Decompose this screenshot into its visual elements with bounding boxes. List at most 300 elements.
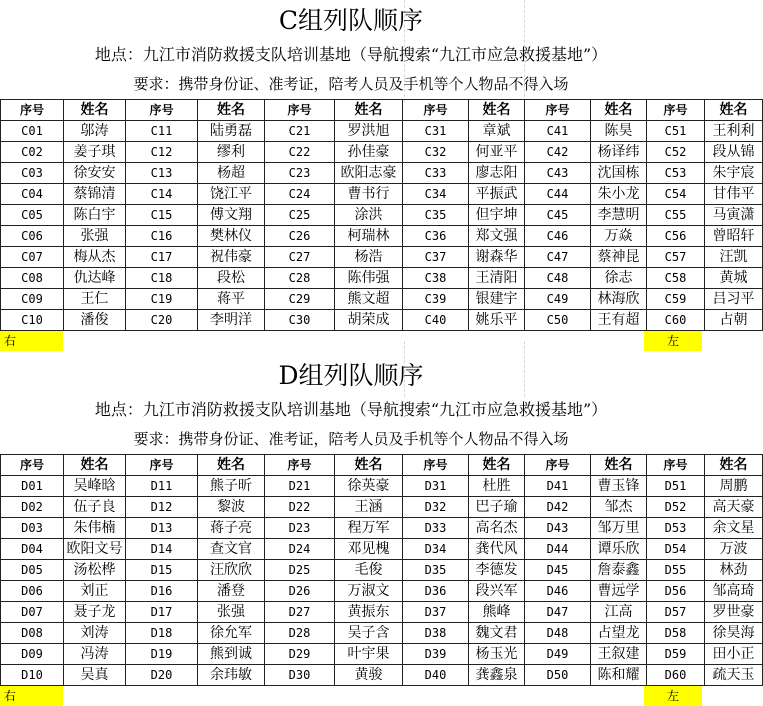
name-cell: 沈国栋 xyxy=(591,163,647,184)
name-cell: 廖志阳 xyxy=(469,163,525,184)
header-id: 序号 xyxy=(126,100,198,121)
name-cell: 傅文翔 xyxy=(198,205,265,226)
table-row xyxy=(1,581,763,602)
seq-number-cell: C22 xyxy=(265,142,335,163)
seq-number-cell: D21 xyxy=(265,476,335,497)
header-id: 序号 xyxy=(1,455,64,476)
table-body xyxy=(1,121,763,331)
seq-number-cell: D09 xyxy=(1,644,64,665)
seq-number-cell: D17 xyxy=(126,602,198,623)
name-cell: 李明洋 xyxy=(198,310,265,331)
table-row xyxy=(1,163,763,184)
name-cell: 蒋平 xyxy=(198,289,265,310)
name-cell: 但宇坤 xyxy=(469,205,525,226)
name-cell: 陆勇磊 xyxy=(198,121,265,142)
table-row xyxy=(1,476,763,497)
name-cell: 徐昊海 xyxy=(705,623,763,644)
table-footer xyxy=(0,686,702,706)
seq-number-cell: D50 xyxy=(525,665,591,686)
name-cell: 银建宇 xyxy=(469,289,525,310)
header-id: 序号 xyxy=(265,100,335,121)
left-side-marker: 左 xyxy=(644,331,702,351)
name-cell: 潘登 xyxy=(198,581,265,602)
seq-number-cell: C28 xyxy=(265,268,335,289)
table-row xyxy=(1,184,763,205)
seq-number-cell: C46 xyxy=(525,226,591,247)
name-cell: 仇达峰 xyxy=(64,268,126,289)
seq-number-cell: D42 xyxy=(525,497,591,518)
header-id: 序号 xyxy=(647,100,705,121)
name-cell: 程万军 xyxy=(335,518,403,539)
seq-number-cell: C14 xyxy=(126,184,198,205)
name-cell: 龚代风 xyxy=(469,539,525,560)
seq-number-cell: C12 xyxy=(126,142,198,163)
header-name: 姓名 xyxy=(198,100,265,121)
name-cell: 蒋子亮 xyxy=(198,518,265,539)
table-row xyxy=(1,518,763,539)
seq-number-cell: D55 xyxy=(647,560,705,581)
seq-number-cell: D24 xyxy=(265,539,335,560)
seq-number-cell: D11 xyxy=(126,476,198,497)
seq-number-cell: C01 xyxy=(1,121,64,142)
name-cell: 王有超 xyxy=(591,310,647,331)
name-cell: 柯瑞林 xyxy=(335,226,403,247)
name-cell: 林海欣 xyxy=(591,289,647,310)
header-name: 姓名 xyxy=(469,455,525,476)
seq-number-cell: D06 xyxy=(1,581,64,602)
name-cell: 吴子含 xyxy=(335,623,403,644)
table-row xyxy=(1,121,763,142)
header-id: 序号 xyxy=(403,455,469,476)
seq-number-cell: C31 xyxy=(403,121,469,142)
seq-number-cell: D57 xyxy=(647,602,705,623)
seq-number-cell: C44 xyxy=(525,184,591,205)
seq-number-cell: D23 xyxy=(265,518,335,539)
right-side-marker: 右 xyxy=(0,686,63,706)
name-cell: 饶江平 xyxy=(198,184,265,205)
name-cell: 吴真 xyxy=(64,665,126,686)
header-id: 序号 xyxy=(647,455,705,476)
name-cell: 朱小龙 xyxy=(591,184,647,205)
seq-number-cell: C07 xyxy=(1,247,64,268)
seq-number-cell: C33 xyxy=(403,163,469,184)
header-name: 姓名 xyxy=(469,100,525,121)
name-cell: 徐安安 xyxy=(64,163,126,184)
seq-number-cell: D16 xyxy=(126,581,198,602)
name-cell: 叶宇果 xyxy=(335,644,403,665)
seq-number-cell: C45 xyxy=(525,205,591,226)
name-cell: 欧阳志豪 xyxy=(335,163,403,184)
seq-number-cell: D19 xyxy=(126,644,198,665)
seq-number-cell: C04 xyxy=(1,184,64,205)
seq-number-cell: D29 xyxy=(265,644,335,665)
name-cell: 聂子龙 xyxy=(64,602,126,623)
table-row xyxy=(1,142,763,163)
table-footer xyxy=(0,331,702,351)
seq-number-cell: D34 xyxy=(403,539,469,560)
seq-number-cell: C21 xyxy=(265,121,335,142)
seq-number-cell: C58 xyxy=(647,268,705,289)
name-cell: 陈昊 xyxy=(591,121,647,142)
name-cell: 周鹏 xyxy=(705,476,763,497)
seq-number-cell: C23 xyxy=(265,163,335,184)
header-name: 姓名 xyxy=(591,100,647,121)
name-cell: 蔡锦清 xyxy=(64,184,126,205)
seq-number-cell: C39 xyxy=(403,289,469,310)
name-cell: 熊子昕 xyxy=(198,476,265,497)
table-header-row xyxy=(1,455,763,476)
seq-number-cell: C15 xyxy=(126,205,198,226)
name-cell: 王利利 xyxy=(705,121,763,142)
name-cell: 徐允军 xyxy=(198,623,265,644)
seq-number-cell: D35 xyxy=(403,560,469,581)
name-cell: 熊到诚 xyxy=(198,644,265,665)
name-cell: 杜胜 xyxy=(469,476,525,497)
seq-number-cell: C26 xyxy=(265,226,335,247)
header-name: 姓名 xyxy=(64,455,126,476)
name-cell: 王仁 xyxy=(64,289,126,310)
seq-number-cell: C48 xyxy=(525,268,591,289)
seq-number-cell: C30 xyxy=(265,310,335,331)
left-side-marker: 左 xyxy=(644,686,702,706)
name-cell: 王涵 xyxy=(335,497,403,518)
name-cell: 杨译纬 xyxy=(591,142,647,163)
seq-number-cell: D47 xyxy=(525,602,591,623)
name-cell: 熊峰 xyxy=(469,602,525,623)
seq-number-cell: C36 xyxy=(403,226,469,247)
header-name: 姓名 xyxy=(705,100,763,121)
name-cell: 孙佳豪 xyxy=(335,142,403,163)
seq-number-cell: C60 xyxy=(647,310,705,331)
name-cell: 魏文君 xyxy=(469,623,525,644)
name-cell: 曾昭轩 xyxy=(705,226,763,247)
name-cell: 杨玉光 xyxy=(469,644,525,665)
table-row xyxy=(1,644,763,665)
table-row xyxy=(1,226,763,247)
seq-number-cell: C18 xyxy=(126,268,198,289)
name-cell: 刘正 xyxy=(64,581,126,602)
seq-number-cell: C51 xyxy=(647,121,705,142)
name-cell: 罗世豪 xyxy=(705,602,763,623)
seq-number-cell: D04 xyxy=(1,539,64,560)
name-cell: 朱宇宸 xyxy=(705,163,763,184)
seq-number-cell: C10 xyxy=(1,310,64,331)
name-cell: 田小正 xyxy=(705,644,763,665)
name-cell: 李慧明 xyxy=(591,205,647,226)
seq-number-cell: D20 xyxy=(126,665,198,686)
table-row xyxy=(1,247,763,268)
name-cell: 疏天玉 xyxy=(705,665,763,686)
seq-number-cell: D22 xyxy=(265,497,335,518)
name-cell: 章斌 xyxy=(469,121,525,142)
seq-number-cell: D31 xyxy=(403,476,469,497)
name-cell: 樊林仪 xyxy=(198,226,265,247)
seq-number-cell: D48 xyxy=(525,623,591,644)
name-cell: 熊文超 xyxy=(335,289,403,310)
name-cell: 缪利 xyxy=(198,142,265,163)
table-header-row xyxy=(1,100,763,121)
seq-number-cell: D33 xyxy=(403,518,469,539)
seq-number-cell: C17 xyxy=(126,247,198,268)
seq-number-cell: D38 xyxy=(403,623,469,644)
table-row xyxy=(1,560,763,581)
table-row xyxy=(1,205,763,226)
seq-number-cell: D28 xyxy=(265,623,335,644)
seq-number-cell: D45 xyxy=(525,560,591,581)
name-cell: 甘伟平 xyxy=(705,184,763,205)
seq-number-cell: C11 xyxy=(126,121,198,142)
seq-number-cell: D49 xyxy=(525,644,591,665)
header-name: 姓名 xyxy=(705,455,763,476)
name-cell: 邹高琦 xyxy=(705,581,763,602)
seq-number-cell: D44 xyxy=(525,539,591,560)
header-id: 序号 xyxy=(126,455,198,476)
name-cell: 龚鑫泉 xyxy=(469,665,525,686)
name-cell: 邓见槐 xyxy=(335,539,403,560)
table-row xyxy=(1,602,763,623)
name-cell: 朱伟楠 xyxy=(64,518,126,539)
table-row xyxy=(1,623,763,644)
name-cell: 谢森华 xyxy=(469,247,525,268)
seq-number-cell: C08 xyxy=(1,268,64,289)
table-row xyxy=(1,289,763,310)
seq-number-cell: D56 xyxy=(647,581,705,602)
section-title: C组列队顺序 xyxy=(278,6,424,35)
name-cell: 曹玉锋 xyxy=(591,476,647,497)
seq-number-cell: D37 xyxy=(403,602,469,623)
seq-number-cell: C50 xyxy=(525,310,591,331)
seq-number-cell: D58 xyxy=(647,623,705,644)
seq-number-cell: C19 xyxy=(126,289,198,310)
name-cell: 万淑文 xyxy=(335,581,403,602)
name-cell: 邬涛 xyxy=(64,121,126,142)
name-cell: 黄振东 xyxy=(335,602,403,623)
name-cell: 陈白宇 xyxy=(64,205,126,226)
header-name: 姓名 xyxy=(335,455,403,476)
name-cell: 祝伟豪 xyxy=(198,247,265,268)
seq-number-cell: C25 xyxy=(265,205,335,226)
name-cell: 吴峰晗 xyxy=(64,476,126,497)
seq-number-cell: D51 xyxy=(647,476,705,497)
table-row xyxy=(1,310,763,331)
seq-number-cell: C49 xyxy=(525,289,591,310)
name-cell: 蔡神昆 xyxy=(591,247,647,268)
header-id: 序号 xyxy=(525,100,591,121)
name-cell: 王清阳 xyxy=(469,268,525,289)
name-cell: 邹万里 xyxy=(591,518,647,539)
seq-number-cell: C43 xyxy=(525,163,591,184)
seq-number-cell: D59 xyxy=(647,644,705,665)
table-row xyxy=(1,268,763,289)
location-line: 地点：九江市消防救援支队培训基地（导航搜索“九江市应急救援基地”） xyxy=(94,400,608,419)
seq-number-cell: C20 xyxy=(126,310,198,331)
name-cell: 占朝 xyxy=(705,310,763,331)
name-cell: 杨超 xyxy=(198,163,265,184)
name-cell: 高天豪 xyxy=(705,497,763,518)
name-cell: 詹泰鑫 xyxy=(591,560,647,581)
name-cell: 占望龙 xyxy=(591,623,647,644)
seq-number-cell: D39 xyxy=(403,644,469,665)
name-cell: 林劲 xyxy=(705,560,763,581)
section-title: D组列队顺序 xyxy=(278,361,424,390)
seq-number-cell: C16 xyxy=(126,226,198,247)
name-cell: 张强 xyxy=(64,226,126,247)
header-id: 序号 xyxy=(265,455,335,476)
table-row xyxy=(1,665,763,686)
seq-number-cell: C54 xyxy=(647,184,705,205)
location-line: 地点：九江市消防救援支队培训基地（导航搜索“九江市应急救援基地”） xyxy=(94,45,608,64)
seq-number-cell: C55 xyxy=(647,205,705,226)
right-side-marker: 右 xyxy=(0,331,63,351)
name-cell: 胡荣成 xyxy=(335,310,403,331)
seq-number-cell: C35 xyxy=(403,205,469,226)
seq-number-cell: D40 xyxy=(403,665,469,686)
name-cell: 曹远学 xyxy=(591,581,647,602)
requirement-line: 要求：携带身份证、准考证，陪考人员及手机等个人物品不得入场 xyxy=(133,430,569,448)
name-cell: 姜子琪 xyxy=(64,142,126,163)
name-cell: 毛俊 xyxy=(335,560,403,581)
seq-number-cell: C13 xyxy=(126,163,198,184)
header-id: 序号 xyxy=(403,100,469,121)
name-cell: 何亚平 xyxy=(469,142,525,163)
name-cell: 段兴军 xyxy=(469,581,525,602)
name-cell: 曹书行 xyxy=(335,184,403,205)
name-cell: 谭乐欣 xyxy=(591,539,647,560)
seq-number-cell: C42 xyxy=(525,142,591,163)
seq-number-cell: C37 xyxy=(403,247,469,268)
seq-number-cell: D43 xyxy=(525,518,591,539)
name-cell: 邹杰 xyxy=(591,497,647,518)
seq-number-cell: D05 xyxy=(1,560,64,581)
header-name: 姓名 xyxy=(198,455,265,476)
section-d xyxy=(0,355,755,706)
name-cell: 刘涛 xyxy=(64,623,126,644)
seq-number-cell: D14 xyxy=(126,539,198,560)
seq-number-cell: C09 xyxy=(1,289,64,310)
name-cell: 徐志 xyxy=(591,268,647,289)
seq-number-cell: C59 xyxy=(647,289,705,310)
name-cell: 段松 xyxy=(198,268,265,289)
name-cell: 江高 xyxy=(591,602,647,623)
seq-number-cell: D41 xyxy=(525,476,591,497)
seq-number-cell: D18 xyxy=(126,623,198,644)
seq-number-cell: D12 xyxy=(126,497,198,518)
seq-number-cell: D30 xyxy=(265,665,335,686)
header-name: 姓名 xyxy=(591,455,647,476)
name-cell: 查文官 xyxy=(198,539,265,560)
name-cell: 余文星 xyxy=(705,518,763,539)
name-cell: 黄城 xyxy=(705,268,763,289)
name-cell: 李德发 xyxy=(469,560,525,581)
name-cell: 汤松桦 xyxy=(64,560,126,581)
seq-number-cell: D08 xyxy=(1,623,64,644)
header-id: 序号 xyxy=(1,100,64,121)
seq-number-cell: C52 xyxy=(647,142,705,163)
seq-number-cell: D46 xyxy=(525,581,591,602)
name-cell: 郑文强 xyxy=(469,226,525,247)
name-cell: 陈伟强 xyxy=(335,268,403,289)
name-cell: 徐英豪 xyxy=(335,476,403,497)
seq-number-cell: D07 xyxy=(1,602,64,623)
seq-number-cell: C05 xyxy=(1,205,64,226)
name-cell: 黎波 xyxy=(198,497,265,518)
name-cell: 汪欣欣 xyxy=(198,560,265,581)
name-cell: 潘俊 xyxy=(64,310,126,331)
name-cell: 王叙建 xyxy=(591,644,647,665)
name-cell: 伍子良 xyxy=(64,497,126,518)
header-name: 姓名 xyxy=(335,100,403,121)
seq-number-cell: C06 xyxy=(1,226,64,247)
header-id: 序号 xyxy=(525,455,591,476)
seq-number-cell: C02 xyxy=(1,142,64,163)
requirement-line: 要求：携带身份证、准考证，陪考人员及手机等个人物品不得入场 xyxy=(133,75,569,93)
name-cell: 杨浩 xyxy=(335,247,403,268)
name-cell: 欧阳文号 xyxy=(64,539,126,560)
seq-number-cell: C57 xyxy=(647,247,705,268)
name-cell: 平振武 xyxy=(469,184,525,205)
seq-number-cell: C38 xyxy=(403,268,469,289)
seq-number-cell: D10 xyxy=(1,665,64,686)
table-row xyxy=(1,539,763,560)
seq-number-cell: D53 xyxy=(647,518,705,539)
seq-number-cell: C47 xyxy=(525,247,591,268)
seq-number-cell: D02 xyxy=(1,497,64,518)
seq-number-cell: D01 xyxy=(1,476,64,497)
seq-number-cell: D32 xyxy=(403,497,469,518)
queue-table xyxy=(0,99,763,331)
seq-number-cell: D13 xyxy=(126,518,198,539)
seq-number-cell: D03 xyxy=(1,518,64,539)
queue-table xyxy=(0,454,763,686)
seq-number-cell: D27 xyxy=(265,602,335,623)
seq-number-cell: C32 xyxy=(403,142,469,163)
seq-number-cell: C56 xyxy=(647,226,705,247)
seq-number-cell: C24 xyxy=(265,184,335,205)
name-cell: 万波 xyxy=(705,539,763,560)
table-body xyxy=(1,476,763,686)
seq-number-cell: D54 xyxy=(647,539,705,560)
table-row xyxy=(1,497,763,518)
seq-number-cell: C29 xyxy=(265,289,335,310)
seq-number-cell: D60 xyxy=(647,665,705,686)
name-cell: 梅从杰 xyxy=(64,247,126,268)
name-cell: 罗洪旭 xyxy=(335,121,403,142)
seq-number-cell: D15 xyxy=(126,560,198,581)
section-c xyxy=(0,0,755,351)
name-cell: 汪凯 xyxy=(705,247,763,268)
name-cell: 姚乐平 xyxy=(469,310,525,331)
name-cell: 陈和耀 xyxy=(591,665,647,686)
seq-number-cell: D25 xyxy=(265,560,335,581)
seq-number-cell: C41 xyxy=(525,121,591,142)
name-cell: 巴子瑜 xyxy=(469,497,525,518)
name-cell: 万焱 xyxy=(591,226,647,247)
name-cell: 马寅潇 xyxy=(705,205,763,226)
name-cell: 高名杰 xyxy=(469,518,525,539)
seq-number-cell: D36 xyxy=(403,581,469,602)
name-cell: 吕习平 xyxy=(705,289,763,310)
seq-number-cell: C27 xyxy=(265,247,335,268)
name-cell: 冯涛 xyxy=(64,644,126,665)
name-cell: 涂洪 xyxy=(335,205,403,226)
seq-number-cell: C34 xyxy=(403,184,469,205)
name-cell: 黄骏 xyxy=(335,665,403,686)
seq-number-cell: D26 xyxy=(265,581,335,602)
seq-number-cell: D52 xyxy=(647,497,705,518)
seq-number-cell: C53 xyxy=(647,163,705,184)
header-name: 姓名 xyxy=(64,100,126,121)
seq-number-cell: C40 xyxy=(403,310,469,331)
